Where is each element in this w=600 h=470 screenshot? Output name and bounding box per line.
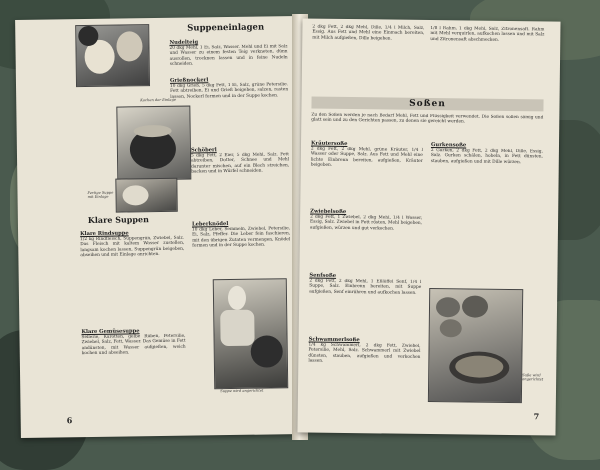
photo-stove [213, 278, 289, 389]
intro-text: Zu den Soßen werden je nach Bedarf Mehl, Fett und Flüssigkeit verwendet. Die Soßen sollen sämig und glatt sein und zu den Gerichten passen, zu denen sie gereicht werden. [311, 112, 544, 125]
left-page [15, 16, 303, 438]
recipe-body: 2 Gurken, 2 dkg Fett, 2 dkg Mehl, Dille, Essig, Salz. Gurken schälen, hobeln, in Fett dünsten, stauben, aufgießen und mit Dille würzen. [430, 148, 543, 165]
caption: Suppe wird angerichtet [220, 388, 264, 394]
recipe-body: 2 dkg Fett, 1 Zwiebel, 2 dkg Mehl, 1/4 l Wasser, Essig, Salz. Zwiebel in Fett rösten, Mehl beigeben, aufgießen, würzen und gut verkochen. [309, 214, 423, 232]
recipe-body: Sellerie, Karotten, gelbe Rüben, Petersilie, Zwiebel, Salz, Fett, Wasser. Das Gemüse in Fett andünsten, mit Wasser aufgießen, weich kochen und abseihen. [81, 333, 186, 356]
recipe-body: 1/2 kg Rindfleisch, Suppengrün, Zwiebel, Salz. Das Fleisch mit kaltem Wasser zustellen, langsam kochen lassen, Suppengrün beigeben, abseihen und mit Einlage anrichten. [80, 235, 185, 258]
page-number: 6 [66, 415, 73, 426]
recipe-body: 10 dkg Leber, Semmeln, Zwiebel, Petersilie, Ei, Salz, Pfeffer. Die Leber fein faschieren, mit den übrigen Zutaten vermengen, Knödel formen und in der Suppe kochen. [192, 226, 291, 249]
recipe-heading: Zwiebelsoße [310, 208, 347, 215]
recipe-body: 2 dkg Fett, 2 dkg Mehl, Dille, 1/4 l Milch, Salz, Essig. Aus Fett und Mehl eine Einmach bereiten, mit Milch aufgießen, Dille beigeben. [312, 24, 425, 42]
caption: Fertige Suppe mit Einlage [87, 190, 114, 200]
right-page [297, 18, 560, 435]
recipe-heading: Kräutersoße [310, 140, 348, 147]
recipe-body: 1/4 kg Schwammerl, 2 dkg Fett, Zwiebel, Petersilie, Mehl, Salz. Schwammerl mit Zwiebel dünsten, stauben, aufgießen und verkochen lassen. [308, 342, 421, 364]
recipe-heading: Senfsoße [309, 272, 337, 279]
photo-serving [115, 178, 177, 213]
section-banner: Soßen [311, 97, 543, 112]
caption: Soße wird angerichtet [522, 373, 544, 382]
recipe-heading: Schwammerlsoße [308, 336, 360, 344]
recipe-body: 20 dkg Mehl, 1 Ei, Salz, Wasser. Mehl und Ei mit Salz und Wasser zu einem festen Teig verkneten, dünn ausrollen, trocknen lassen und in feine Nudeln schneiden. [169, 44, 288, 67]
recipe-body: 2 dkg Fett, 2 dkg Mehl, grüne Kräuter, 1/4 l Wasser oder Suppe, Salz. Aus Fett und Mehl eine lichte Einbrenn bereiten, aufgießen, Kräuter beigeben. [310, 146, 423, 168]
section-title: Suppeneinlagen [187, 22, 265, 34]
recipe-body: 1/8 l Rahm, 1 dkg Mehl, Salz, Zitronensaft. Rahm mit Mehl verquirlen, aufkochen lassen und mit Salz und Zitronensaft abschmecken. [430, 26, 545, 43]
recipe-body: 10 dkg Grieß, 5 dkg Fett, 1 Ei, Salz, grüne Petersilie. Fett abtreiben, Ei und Grieß beigeben, salzen, rasten lassen, Nockerl formen und in der Suppe kochen. [170, 82, 289, 100]
recipe-body: 5 dkg Fett, 2 Eier, 5 dkg Mehl, Salz. Fett abtreiben, Dotter, Schnee und Mehl darunter mischen, auf ein Blech streichen, backen und in Würfel schneiden. [190, 152, 290, 175]
recipe-heading: Klare Rindsuppe [80, 230, 129, 238]
recipe-heading: Klare Gemüsesuppe [81, 328, 140, 336]
photo-hands [75, 24, 150, 87]
photo-sauce [428, 288, 523, 403]
recipe-heading: Nudelteig [169, 39, 199, 46]
recipe-body: 2 dkg Fett, 2 dkg Mehl, 1 Eßlöffel Senf, 1/4 l Suppe, Salz. Einbrenn bereiten, mit Suppe aufgießen, Senf einrühren und aufkochen lassen. [309, 278, 422, 296]
caption: Kochen der Einlage [140, 97, 177, 103]
recipe-heading: Leberknödel [191, 221, 229, 228]
page-number: 7 [533, 411, 540, 422]
section-title: Klare Suppen [87, 214, 149, 225]
recipe-heading: Grießnockerl [169, 77, 209, 84]
recipe-heading: Gurkensoße [430, 142, 467, 149]
recipe-heading: Schöberl [190, 147, 217, 154]
